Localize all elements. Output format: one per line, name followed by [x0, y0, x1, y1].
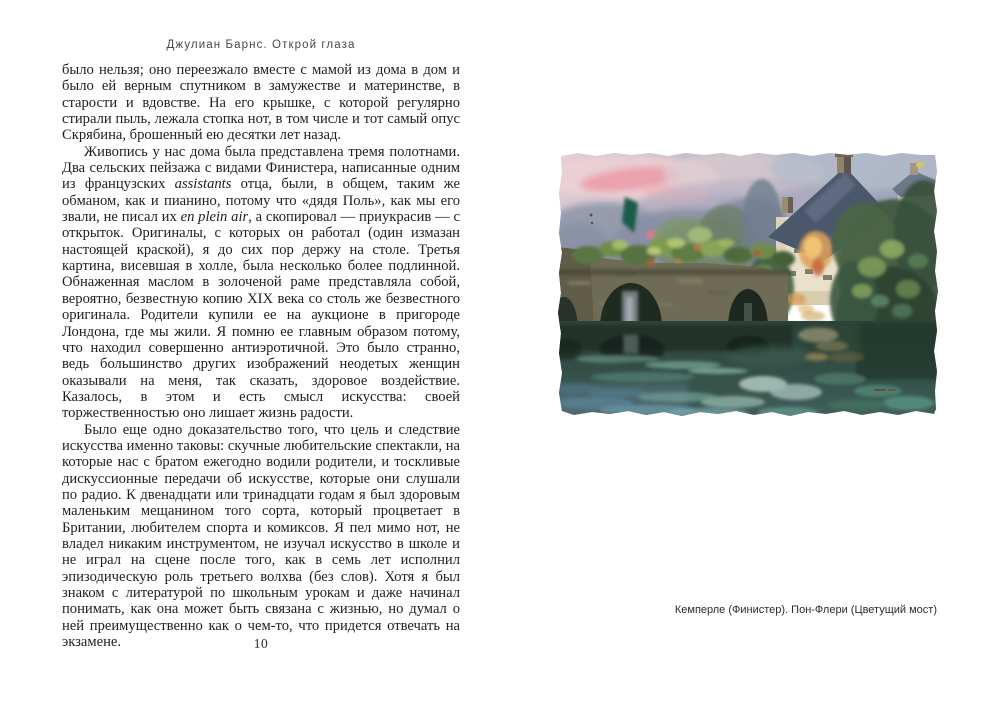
page-number: 10 — [253, 636, 269, 651]
paragraph: Было еще одно доказательство того, что цель и следствие искусства именно таковы: скучные любительские спектакли, на которые нас с братом ежегодно водили родители, и тоскливые дискуссионные передачи об искусстве, которые они слушали по радио. К двенадцати или тринадцати годам я был здоровым маленьким мещанином того сорта, который процветает в Британии, любителем спорта и комиксов. Я пел мимо нот, не владел никаким инструментом, не изучал искусство в школе и не играл на сцене после того, как в семь лет исполнил эпизодическую роль третьего волхва (без слов). Хотя я был знаком с литературой по школьным урокам и даже начинал понимать, как она может быть связана с жизнью, но думал о ней преимущественно как о чем-то, что придется отвечать на экзамене. — [62, 421, 460, 651]
running-head: Джулиан Барнс. Открой глаза — [166, 39, 356, 51]
figure-painting-pont-fleuri — [558, 151, 938, 419]
figure-caption: Кемперле (Финистер). Пон-Флери (Цветущий мост) — [674, 604, 937, 616]
painting-image — [558, 151, 938, 419]
text-block — [62, 62, 460, 650]
paragraph: Живопись у нас дома была представлена тремя полотнами. Два сельских пейзажа с видами Финистера, написанные одним из французских assistants отца, были, в общем, таким же обманом, как и пианино, потому что «дядя Поль», как мы его звали, не писал их en plein air, а скопировал — приукрасив — с открыток. Оригиналы, с которых он работал (один измазан настоящей краской), я до сих пор держу на столе. Третья картина, висевшая в холле, была несколько более подлинной. Обнаженная маслом в золоченой раме представляла собой, вероятно, безвестную копию XIX века со столь же безвестного оригинала. Родители купили ее на аукционе в пригороде Лондона, где мы жили. Я помню ее главным образом потому, что находил совершенно антиэротичной. Это было странно, ведь большинство других изображений неодетых женщин оказывали на меня, так сказать, здоровое воздействие. Казалось, в этом и есть смысл искусства: своей торжественностью оно лишает жизнь радости. — [62, 143, 460, 422]
paragraph: было нельзя; оно переезжало вместе с мамой из дома в дом и было ей верным спутником в замужестве и материнстве, в старости и вдовстве. На его крышке, с которой регулярно стирали пыль, лежала стопка нот, в том числе и тот самый опус Скрябина, брошенный ею десятки лет назад. — [62, 62, 460, 144]
